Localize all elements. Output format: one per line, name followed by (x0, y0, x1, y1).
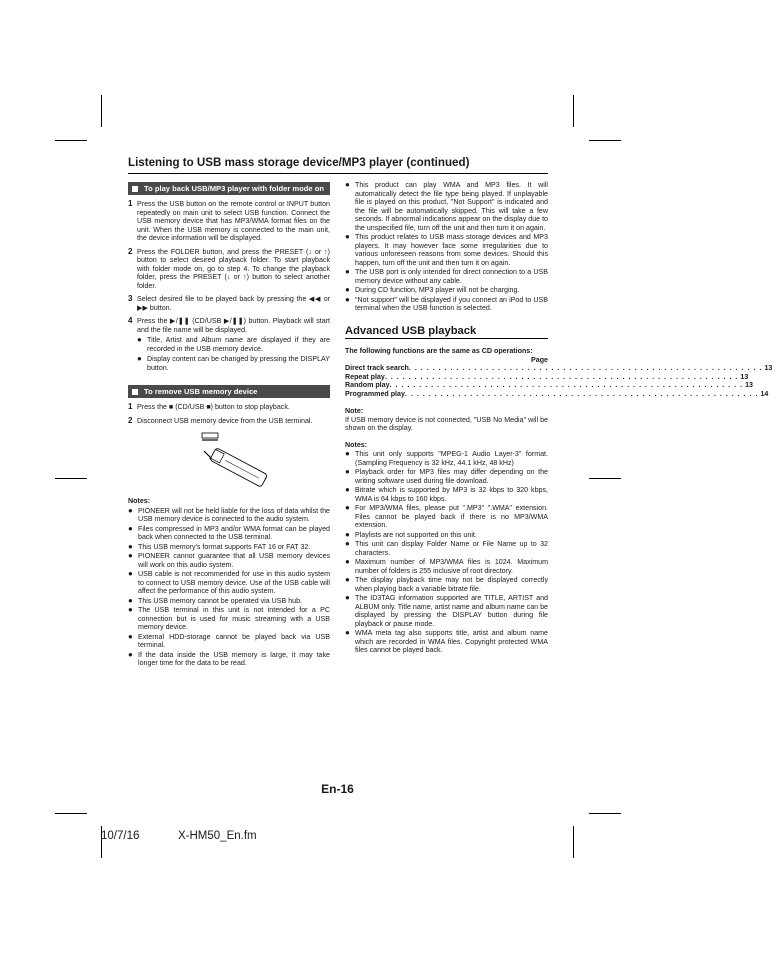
bullet-text: During CD function, MP3 player will not be charging. (355, 286, 520, 294)
crop-mark (589, 478, 621, 479)
bullet-item (345, 268, 548, 285)
step-text: Press the ▶/❚❚ (CD/USB ▶/❚❚) button. Playback will start and the file name will be displayed. (137, 317, 330, 334)
bullet-text: This unit can display Folder Name or File Name up to 32 characters. (355, 540, 548, 557)
bullet-text: PIONEER cannot guarantee that all USB memory devices will work on this audio system. (138, 552, 330, 569)
bullet-icon: ● (345, 449, 350, 458)
bullet-icon: ● (128, 605, 133, 614)
bullet-item (345, 486, 548, 503)
bullet-icon: ● (345, 294, 350, 304)
toc-leader: . . . . . . . . . . . . . . . . . . . . . . . . . . . . . . . . . . . . . . . . . . . . . . . . . . . . . . . . . . . . (384, 372, 739, 381)
bullet-text: Title, Artist and Album name are displayed if they are recorded in the USB memory device. (147, 336, 330, 353)
toc-list (345, 364, 772, 398)
bullet-text: This USB memory cannot be operated via USB hub. (138, 596, 303, 605)
step-text: Select desired file to be played back by pressing the ◀◀ or ▶▶ button. (137, 295, 330, 312)
bullet-icon: ● (345, 467, 350, 476)
bullet-text: The USB port is only intended for direct connection to a USB memory device without any cable. (355, 268, 548, 285)
bullet-icon: ● (128, 569, 133, 578)
bullet-item (345, 296, 548, 313)
bullet-item (345, 558, 548, 575)
bullet-text: This product can play WMA and MP3 files. It will automatically detect the file type being played. If unplayable file is played on this product, "Not Support" is indicated and the file will be automatically skipped. This will take a few seconds. If abnormal indications appear on the display due to the unspecified file, turn off the unit and then turn it on again. (355, 181, 548, 232)
bullet-icon: ● (128, 541, 133, 551)
bullet-icon: ● (137, 335, 142, 344)
steps-list (128, 403, 330, 425)
bullet-list (345, 181, 548, 313)
toc-page: 13 (745, 381, 753, 389)
bullet-item (128, 633, 330, 650)
bullet-text: The ID3TAG information supported are TITLE, ARTIST and ALBUM only. Title name, artist name and album name can be displayed by pressing the DISPLAY button during file playback or pause mode. (355, 594, 548, 628)
bullet-item (345, 286, 548, 295)
toc-leader: . . . . . . . . . . . . . . . . . . . . . . . . . . . . . . . . . . . . . . . . . . . . . . . . . . . . . . . . . . . . (408, 364, 763, 372)
bullet-icon: ● (128, 523, 133, 533)
bullet-item (345, 629, 548, 655)
bullet-icon: ● (345, 575, 350, 584)
bullet-item (345, 504, 548, 530)
square-icon (132, 186, 138, 192)
step-item (128, 417, 330, 426)
bullet-text: Files compressed in MP3 and/or WMA format can be played back when connected to the USB terminal. (138, 524, 330, 541)
steps-list (128, 200, 330, 334)
bullet-text: For MP3/WMA files, please put ".MP3" ".WMA" extension. Files cannot be played back if there is no MP3/WMA extension. (355, 504, 548, 529)
page-column-label: Page (531, 355, 548, 364)
bullet-icon: ● (345, 628, 350, 637)
bullet-icon: ● (128, 595, 133, 605)
bullet-text: PIONEER will not be held liable for the loss of data whilst the USB memory device is connected to the audio system. (138, 506, 330, 523)
bullet-item (345, 531, 548, 540)
bullet-item (128, 543, 330, 552)
bullet-icon: ● (137, 354, 142, 363)
bullet-item (137, 336, 330, 353)
toc-label: Programmed play (345, 389, 405, 398)
bullet-icon: ● (345, 232, 350, 241)
footer-date: 10/7/16 (101, 830, 140, 842)
bullet-text: This unit only supports "MPEG-1 Audio Layer-3" format. (Sampling Frequency is 32 kHz, 44.1 kHz, 48 kHz) (355, 450, 548, 467)
crop-mark (55, 813, 87, 814)
step-number: 1 (128, 402, 133, 411)
bullet-icon: ● (128, 505, 133, 515)
bullet-icon: ● (128, 649, 133, 659)
bullet-icon: ● (345, 285, 350, 294)
square-icon (132, 389, 138, 395)
notes-list (128, 507, 330, 668)
step-item (128, 295, 330, 312)
right-column (345, 180, 772, 655)
step-number: 2 (128, 415, 133, 425)
bullet-text: WMA meta tag also supports title, artist and album name which are recorded in WMA files. Copyright protected WMA files cannot be played back. (355, 629, 548, 654)
bullet-item (128, 552, 330, 569)
bullet-item (345, 233, 548, 267)
bullet-text: Display content can be changed by pressing the DISPLAY button. (147, 355, 330, 372)
toc-label: Repeat play (345, 372, 385, 381)
bullet-icon: ● (345, 539, 350, 548)
step-number: 3 (128, 294, 133, 303)
bullet-text: Bitrate which is supported by MP3 is 32 kbps to 320 kbps, WMA is 64 kbps to 160 kbps. (355, 486, 548, 503)
step-number: 1 (128, 199, 133, 208)
page-number: En-16 (321, 782, 354, 796)
advanced-intro: The following functions are the same as CD operations: (345, 347, 533, 355)
bullet-text: This USB memory's format supports FAT 16 or FAT 32. (138, 542, 311, 551)
step-item (128, 248, 330, 291)
bullet-icon: ● (345, 180, 350, 189)
section-heading-folder-mode: To play back USB/MP3 player with folder mode on (128, 182, 330, 195)
note-text: If USB memory device is not connected, "USB No Media" will be shown on the display. (345, 415, 548, 432)
notes-list (345, 450, 548, 655)
bullet-text: The display playback time may not be displayed correctly when playing back a variable bitrate file. (355, 576, 548, 593)
section-rule (345, 338, 548, 339)
step-item (128, 317, 330, 334)
bullet-item (345, 181, 548, 232)
bullet-item (345, 450, 548, 467)
bullet-icon: ● (128, 631, 133, 641)
crop-mark (55, 478, 87, 479)
note-heading: Note: (345, 407, 364, 415)
bullet-icon: ● (345, 529, 350, 539)
toc-leader: . . . . . . . . . . . . . . . . . . . . . . . . . . . . . . . . . . . . . . . . . . . . . . . . . . . . . . . . . . . . (404, 389, 759, 398)
step-text: Press the USB button on the remote control or INPUT button repeatedly on main unit to select USB function. Connect the USB memory device that has MP3/WMA format files on the unit. When the USB memory is connected to the main unit, the device information will be displayed. (137, 200, 330, 242)
left-column (128, 182, 330, 668)
bullet-item (128, 606, 330, 632)
step-item (128, 403, 330, 412)
bullet-icon: ● (128, 551, 133, 560)
toc-row (345, 381, 753, 390)
bullet-item (345, 540, 548, 557)
crop-mark (573, 95, 574, 127)
step-text: Press the ■ (CD/USB ■) button to stop playback. (137, 403, 290, 411)
section-heading-remove-usb: To remove USB memory device (128, 385, 330, 398)
title-rule (128, 173, 548, 174)
notes-heading: Notes: (128, 497, 151, 505)
bullet-text: External HDD-storage cannot be played back via USB terminal. (138, 632, 330, 649)
bullet-item (128, 570, 330, 596)
bullet-icon: ● (345, 267, 350, 276)
footer-filename: X-HM50_En.fm (178, 830, 257, 842)
crop-mark (589, 140, 621, 141)
step-item (128, 200, 330, 243)
toc-leader: . . . . . . . . . . . . . . . . . . . . . . . . . . . . . . . . . . . . . . . . . . . . . . . . . . . . . . . . . . . . (389, 381, 744, 389)
toc-page: 13 (764, 364, 772, 372)
sub-bullet-list (137, 336, 330, 372)
step-number: 2 (128, 246, 133, 256)
crop-mark (101, 95, 102, 127)
bullet-text: The USB terminal in this unit is not intended for a PC connection but is used for music streaming with a USB memory device. (138, 606, 330, 631)
bullet-text: Maximum number of MP3/WMA files is 1024. Maximum number of folders is 255 inclusive of root directory. (355, 558, 548, 575)
bullet-icon: ● (345, 485, 350, 494)
crop-mark (55, 140, 87, 141)
page-title: Listening to USB mass storage device/MP3 player (continued) (128, 156, 470, 169)
bullet-text: "Not support" will be displayed if you connect an iPod to USB terminal when the USB function is selected. (355, 295, 548, 312)
bullet-icon: ● (345, 503, 350, 512)
toc-page: 13 (740, 372, 749, 381)
bullet-item (137, 355, 330, 372)
bullet-icon: ● (345, 593, 350, 602)
bullet-item (128, 597, 330, 606)
bullet-item (345, 468, 548, 485)
toc-page: 14 (760, 389, 769, 398)
bullet-text: USB cable is not recommended for use in this audio system to connect to USB memory device. Use of the USB cable will affect the performance of this audio system. (138, 570, 330, 595)
step-text: Disconnect USB memory device from the USB terminal. (137, 416, 313, 425)
bullet-item (345, 594, 548, 628)
usb-illustration-icon (196, 431, 266, 491)
notes-heading: Notes: (345, 440, 368, 449)
crop-mark (589, 813, 621, 814)
section-title-advanced: Advanced USB playback (345, 324, 477, 337)
bullet-item (128, 507, 330, 524)
bullet-item (345, 576, 548, 593)
toc-row (345, 364, 772, 373)
toc-row (345, 372, 749, 382)
crop-mark (573, 826, 574, 858)
bullet-text: Playback order for MP3 files may differ depending on the writing software used during file download. (355, 468, 548, 485)
toc-row (345, 389, 769, 399)
toc-label: Random play (345, 381, 390, 389)
bullet-item (128, 651, 330, 668)
bullet-text: This product relates to USB mass storage devices and MP3 players. It may however face some irregularities due to various unforeseen reasons from some devices. Should this happen, turn off the unit and then turn it on again. (355, 233, 548, 267)
bullet-text: Playlists are not supported on this unit. (355, 530, 477, 539)
step-text: Press the FOLDER button, and press the PRESET (↓ or ↑) button to select desired playback folder. To start playback with folder mode on, go to step 4. To change the playback folder, press the PRESET (↓ or ↑) button to select another folder. (137, 247, 330, 290)
bullet-text: If the data inside the USB memory is large, it may take longer time for the data to be read. (138, 650, 330, 667)
toc-label: Direct track search (345, 364, 409, 372)
bullet-icon: ● (345, 557, 350, 566)
bullet-item (128, 525, 330, 542)
step-number: 4 (128, 316, 133, 325)
